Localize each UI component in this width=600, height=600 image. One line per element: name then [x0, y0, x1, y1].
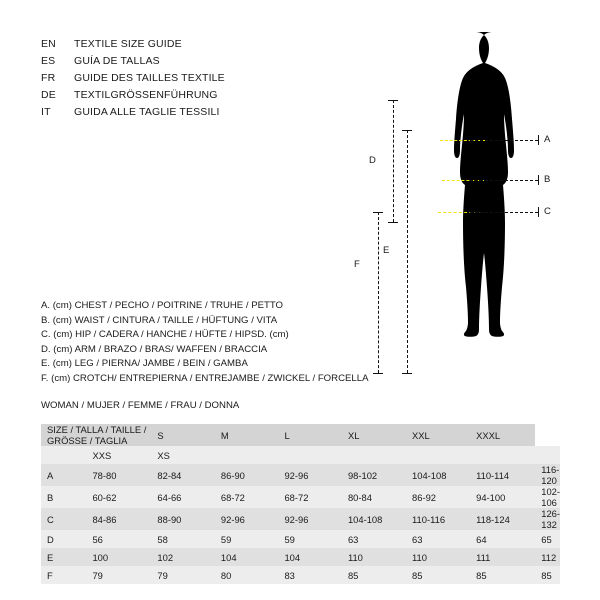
- cell-c-xxl: 118-124: [476, 513, 510, 525]
- language-row: [41, 106, 341, 123]
- language-code: FR: [41, 72, 56, 84]
- spacer-cell: [342, 446, 406, 464]
- tick-a: [538, 135, 539, 145]
- cell-c-xxxl: 126-132: [541, 508, 560, 530]
- cell-f-xxxl: 85: [541, 569, 552, 581]
- col-header-m: M: [220, 429, 229, 441]
- cell-c-l: 104-108: [347, 513, 383, 525]
- language-row: [41, 72, 341, 89]
- label-b: B: [544, 174, 551, 185]
- language-title: GUIDE DES TAILLES TEXTILE: [74, 72, 225, 84]
- row-label-f: F: [47, 569, 53, 581]
- table-row: [41, 486, 560, 508]
- cell-e-l: 110: [347, 551, 363, 563]
- label-f: F: [354, 259, 360, 270]
- cell-d-s: 59: [220, 533, 232, 545]
- cell-b-m: 68-72: [284, 491, 309, 503]
- label-e: E: [383, 245, 390, 256]
- bracket-e-bottom: [402, 373, 412, 374]
- cell-a-xxs: 78-80: [92, 469, 117, 481]
- size-table: [41, 424, 560, 584]
- cell-b-xl: 86-92: [412, 491, 437, 503]
- table-row: [41, 464, 560, 486]
- cell-c-s: 92-96: [220, 513, 245, 525]
- language-title-block: [41, 38, 341, 123]
- cell-e-xxs: 100: [92, 551, 109, 563]
- bracket-d-bottom: [388, 222, 398, 223]
- row-label-c: C: [47, 513, 54, 525]
- table-row: [41, 566, 560, 584]
- language-code: EN: [41, 38, 56, 50]
- language-code: ES: [41, 55, 56, 67]
- cell-f-xxl: 85: [476, 569, 487, 581]
- col-header-l: L: [284, 429, 290, 441]
- cell-a-xxxl: 116-120: [541, 464, 560, 486]
- cell-c-xxs: 84-86: [92, 513, 117, 525]
- language-code: IT: [41, 106, 51, 118]
- table-corner-label: SIZE / TALLA / TAILLE / GRÖSSE / TAGLIA: [47, 424, 147, 446]
- cell-a-l: 98-102: [347, 469, 378, 481]
- table-header-row: [41, 424, 560, 446]
- cell-d-xxs: 56: [92, 533, 103, 545]
- label-d: D: [369, 155, 376, 166]
- cell-d-m: 59: [284, 533, 295, 545]
- bracket-f-bottom: [373, 373, 383, 374]
- cell-e-m: 104: [284, 551, 301, 563]
- spacer-cell: [470, 446, 535, 464]
- leader-line-b: [470, 180, 538, 181]
- legend-line-b: B. (cm) WAIST / CINTURA / TAILLE / HÜFTUNG / VITA: [41, 314, 278, 326]
- cell-c-xs: 88-90: [157, 513, 182, 525]
- table-subheader-row: [41, 446, 560, 464]
- gender-label: WOMAN / MUJER / FEMME / FRAU / DONNA: [41, 400, 240, 411]
- cell-e-s: 104: [220, 551, 237, 563]
- bracket-f: [378, 212, 379, 373]
- spacer-cell: [215, 446, 279, 464]
- language-title: GUÍA DE TALLAS: [74, 55, 160, 67]
- cell-f-l: 85: [347, 569, 359, 581]
- cell-b-xxl: 94-100: [476, 491, 506, 503]
- bracket-f-top: [373, 212, 383, 213]
- spacer-cell: [535, 446, 560, 464]
- cell-e-xs: 102: [157, 551, 174, 563]
- language-row: [41, 38, 341, 55]
- col-header-xl: XL: [347, 429, 360, 441]
- col-header-xs: XS: [157, 449, 170, 461]
- table-row: [41, 508, 560, 530]
- cell-f-xxs: 79: [92, 569, 103, 581]
- table-row: [41, 530, 560, 548]
- cell-a-xxl: 110-114: [476, 469, 510, 481]
- cell-d-xxxl: 65: [541, 533, 552, 545]
- corner-blank: [41, 446, 86, 464]
- col-header-xxxl: XXXL: [476, 429, 501, 441]
- language-title: GUIDA ALLE TAGLIE TESSILI: [74, 106, 220, 118]
- cell-a-s: 86-90: [220, 469, 245, 481]
- legend-line-f: F. (cm) CROTCH/ ENTREPIERNA / ENTREJAMBE / ZWICKEL / FORCELLA: [41, 372, 369, 384]
- cell-f-m: 83: [284, 569, 295, 581]
- cell-f-xl: 85: [412, 569, 423, 581]
- legend-line-c: C. (cm) HIP / CADERA / HANCHE / HÜFTE / HIPSD. (cm): [41, 329, 289, 341]
- cell-f-s: 80: [220, 569, 232, 581]
- tick-b: [538, 175, 539, 185]
- legend-line-d: D. (cm) ARM / BRAZO / BRAS/ WAFFEN / BRACCIA: [41, 343, 268, 355]
- size-table-container: [41, 424, 560, 584]
- cell-c-m: 92-96: [284, 513, 309, 525]
- row-label-b: B: [47, 491, 54, 503]
- cell-d-l: 63: [347, 533, 359, 545]
- cell-e-xxxl: 112: [541, 551, 557, 563]
- language-row: [41, 55, 341, 72]
- cell-d-xs: 58: [157, 533, 168, 545]
- cell-b-xxs: 60-62: [92, 491, 117, 503]
- female-silhouette-icon: [432, 30, 552, 375]
- legend-line-e: E. (cm) LEG / PIERNA/ JAMBE / BEIN / GAMBA: [41, 358, 248, 370]
- tick-c: [538, 207, 539, 217]
- body-diagram: [352, 30, 582, 375]
- row-label-d: D: [47, 533, 54, 545]
- leader-line-c: [470, 212, 538, 213]
- language-code: DE: [41, 89, 56, 101]
- language-row: [41, 89, 341, 106]
- legend-line-a: A. (cm) CHEST / PECHO / POITRINE / TRUHE / PETTO: [41, 300, 284, 311]
- table-row: [41, 548, 560, 566]
- cell-b-xs: 64-66: [157, 491, 182, 503]
- cell-b-xxxl: 102-106: [541, 486, 560, 508]
- cell-d-xxl: 64: [476, 533, 487, 545]
- bracket-d: [393, 100, 394, 222]
- spacer-cell: [278, 446, 342, 464]
- cell-b-s: 68-72: [220, 491, 245, 503]
- col-header-xxl: XXL: [412, 429, 430, 441]
- bracket-e: [407, 130, 408, 373]
- language-title: TEXTILE SIZE GUIDE: [74, 38, 182, 50]
- label-c: C: [544, 206, 551, 217]
- cell-d-xl: 63: [412, 533, 423, 545]
- col-header-xxs: XXS: [92, 449, 112, 461]
- language-title: TEXTILGRÖSSENFÜHRUNG: [74, 89, 218, 101]
- row-label-a: A: [47, 469, 54, 481]
- cell-c-xl: 110-116: [412, 513, 446, 525]
- cell-a-m: 92-96: [284, 469, 309, 481]
- cell-a-xl: 104-108: [412, 469, 447, 481]
- spacer-cell: [406, 446, 470, 464]
- cell-e-xxl: 111: [476, 551, 491, 563]
- cell-e-xl: 110: [412, 551, 427, 563]
- cell-a-xs: 82-84: [157, 469, 182, 481]
- cell-f-xs: 79: [157, 569, 168, 581]
- label-a: A: [544, 134, 551, 145]
- bracket-e-top: [402, 130, 412, 131]
- leader-line-a: [470, 140, 538, 141]
- bracket-d-top: [388, 100, 398, 101]
- cell-b-l: 80-84: [347, 491, 372, 503]
- col-header-s: S: [157, 429, 164, 441]
- row-label-e: E: [47, 551, 54, 563]
